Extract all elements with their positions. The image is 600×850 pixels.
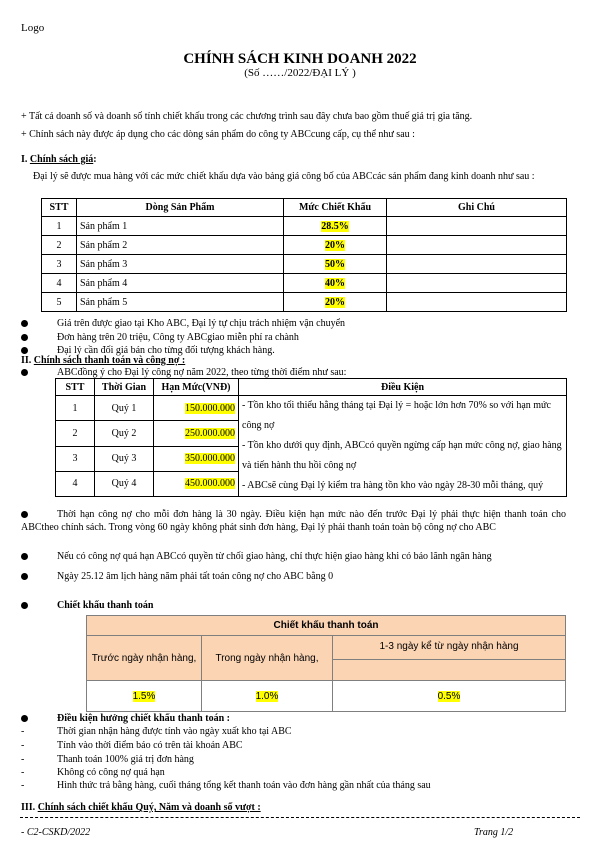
dash-marker: - <box>21 726 25 737</box>
condition-item-1: Thời gian nhận hàng được tính vào ngày xuất kho tại ABC <box>57 726 292 737</box>
logo-text: Logo <box>21 22 45 34</box>
row-discount: 20% <box>325 239 345 251</box>
row-limit: 450.000.000 <box>185 478 235 490</box>
credit-note-3: Ngày 25.12 âm lịch hàng năm phải tất toán công nợ cho ABC bằng 0 <box>57 571 334 582</box>
value-before-cell <box>87 681 202 712</box>
row-stt: 3 <box>56 446 95 471</box>
table-row <box>42 236 567 255</box>
conditions-heading: Điều kiện hưởng chiết khấu thanh toán : <box>57 713 230 724</box>
row-limit: 250.000.000 <box>185 427 235 439</box>
condition-item-4: Không có công nợ quá hạn <box>57 767 165 778</box>
row-product: Sản phẩm 5 <box>77 293 284 312</box>
table-row <box>42 274 567 293</box>
row-stt: 5 <box>42 293 77 312</box>
payment-discount-title-row <box>87 616 566 636</box>
row-product: Sản phẩm 4 <box>77 274 284 293</box>
row-limit: 350.000.000 <box>185 453 235 465</box>
payment-discount-heading: Chiết khấu thanh toán <box>57 600 154 611</box>
row-stt: 2 <box>42 236 77 255</box>
bullet-icon <box>21 553 28 560</box>
dash-marker: - <box>21 767 25 778</box>
dash-marker: - <box>21 754 25 765</box>
row-discount-cell <box>284 274 387 293</box>
row-stt: 1 <box>56 396 95 421</box>
table-row <box>87 681 566 712</box>
bullet-icon <box>21 715 28 722</box>
section-2-number: II. <box>21 355 32 366</box>
payment-discount-table-title: Chiết khấu thanh toán <box>87 616 566 636</box>
row-stt: 3 <box>42 255 77 274</box>
credit-table-header <box>56 379 567 396</box>
section-1-heading <box>21 153 97 166</box>
row-stt: 1 <box>42 217 77 236</box>
col-period: Thời Gian <box>95 379 154 396</box>
value-before: 1.5% <box>132 690 156 702</box>
row-discount-cell <box>284 217 387 236</box>
condition-item-3: Thanh toán 100% giá trị đơn hàng <box>57 754 194 765</box>
credit-note-1: Thời hạn công nợ cho mỗi đơn hàng là 30 ngày. Điều kiện hạn mức nào đến trước Đại lý phải thực hiện thanh toán cho ABCtheo chính sách. Trong vòng 60 ngày không phát sinh đơn hàng, Đại lý phải thanh toán toàn bộ công nợ cho ABC <box>21 509 566 533</box>
value-after: 0.5% <box>437 690 461 702</box>
condition-1: - Tồn kho tối thiểu hằng tháng tại Đại lý = hoặc lớn hơn 70% so với hạn mức công nợ <box>242 400 551 431</box>
conditions-cell <box>239 396 567 497</box>
value-on-cell <box>202 681 333 712</box>
bullet-icon <box>21 347 28 354</box>
row-period: Quý 2 <box>95 421 154 446</box>
col-stt: STT <box>42 199 77 217</box>
dash-marker: - <box>21 740 25 751</box>
document-title: CHÍNH SÁCH KINH DOANH 2022 <box>183 51 417 67</box>
row-discount-cell <box>284 236 387 255</box>
row-discount: 40% <box>325 277 345 289</box>
row-period: Quý 4 <box>95 471 154 496</box>
section-1-description: Đại lý sẽ được mua hàng với các mức chiết khấu dựa vào bảng giá công bố của ABCcác sản phẩm đang kinh doanh như sau : <box>33 171 535 182</box>
bullet-icon <box>21 334 28 341</box>
row-limit-cell <box>154 446 239 471</box>
header-spacer <box>333 659 566 680</box>
price-note-1: Giá trên được giao tại Kho ABC, Đại lý tự chịu trách nhiệm vận chuyển <box>57 318 346 329</box>
price-note-3: Đại lý cần đối giá bán cho từng đối tượng khách hàng. <box>57 345 275 356</box>
intro-line-2: + Chính sách này được áp dụng cho các dòng sản phẩm do công ty ABCcung cấp, cụ thể như sau : <box>21 129 415 140</box>
row-limit-cell <box>154 421 239 446</box>
row-period: Quý 3 <box>95 446 154 471</box>
condition-3: - ABCsẽ cùng Đại lý kiểm tra hàng tồn kho vào ngày 28-30 mỗi tháng, quý <box>242 480 544 491</box>
row-note <box>387 274 567 293</box>
section-3-title: Chính sách chiết khấu Quý, Năm và doanh số vượt : <box>37 802 261 813</box>
condition-2: - Tồn kho dưới quy định, ABCcó quyền ngừng cấp hạn mức công nợ, giao hàng và tiến hành thu hồi công nợ <box>242 440 562 471</box>
row-discount-cell <box>284 293 387 312</box>
row-product: Sản phẩm 1 <box>77 217 284 236</box>
row-discount: 28.5% <box>321 220 349 232</box>
row-stt: 4 <box>42 274 77 293</box>
bullet-icon <box>21 573 28 580</box>
value-on: 1.0% <box>255 690 279 702</box>
price-table <box>41 198 567 312</box>
table-row <box>42 293 567 312</box>
section-2-lead: ABCđồng ý cho Đại lý công nợ năm 2022, theo từng thời điểm như sau: <box>57 367 347 378</box>
row-product: Sản phẩm 2 <box>77 236 284 255</box>
col-discount: Mức Chiết Khấu <box>284 199 387 217</box>
dash-marker: - <box>21 780 25 791</box>
row-discount: 20% <box>325 296 345 308</box>
section-1-title: Chính sách giá <box>29 154 94 165</box>
condition-item-5: Hình thức trả bằng hàng, cuối tháng tổng kết thanh toán vào đơn hàng gần nhất của tháng sau <box>57 780 431 791</box>
row-limit: 150.000.000 <box>185 402 235 414</box>
bullet-icon <box>21 320 28 327</box>
table-row <box>56 396 567 421</box>
credit-table <box>55 378 567 497</box>
section-1-number: I. <box>21 154 28 165</box>
section-1-colon: : <box>93 154 97 165</box>
section-3-number: III. <box>21 802 36 813</box>
payment-discount-header-row <box>87 636 566 660</box>
footer-divider <box>20 817 580 818</box>
col-on-delivery: Trong ngày nhận hàng, <box>202 636 333 681</box>
value-after-cell <box>333 681 566 712</box>
footer-page: Trang 1/2 <box>474 827 514 838</box>
price-note-2: Đơn hàng trên 20 triệu, Công ty ABCgiao miễn phí ra chành <box>57 332 299 343</box>
document-subtitle: (Số ……/2022/ĐẠI LÝ ) <box>244 67 356 79</box>
table-row <box>42 255 567 274</box>
col-limit: Hạn Mức(VNĐ) <box>154 379 239 396</box>
col-after-delivery: 1-3 ngày kể từ ngày nhận hàng <box>333 636 566 660</box>
row-note <box>387 255 567 274</box>
bullet-icon <box>21 602 28 609</box>
row-note <box>387 217 567 236</box>
footer-code: - C2-CSKD/2022 <box>21 827 91 838</box>
payment-discount-table <box>86 615 566 712</box>
col-stt: STT <box>56 379 95 396</box>
row-product: Sản phẩm 3 <box>77 255 284 274</box>
row-discount-cell <box>284 255 387 274</box>
price-table-header <box>42 199 567 217</box>
col-before-delivery: Trước ngày nhận hàng, <box>87 636 202 681</box>
col-conditions: Điều Kiện <box>239 379 567 396</box>
row-stt: 4 <box>56 471 95 496</box>
row-stt: 2 <box>56 421 95 446</box>
col-product: Dòng Sản Phẩm <box>77 199 284 217</box>
row-limit-cell <box>154 396 239 421</box>
row-discount: 50% <box>325 258 345 270</box>
section-3-heading <box>21 801 261 814</box>
credit-note-2: Nếu có công nợ quá hạn ABCcó quyền từ chối giao hàng, chỉ thực hiện giao hàng khi có bảo lãnh ngân hàng <box>57 551 492 562</box>
row-note <box>387 293 567 312</box>
section-2-title: Chính sách thanh toán và công nợ : <box>33 355 186 366</box>
col-note: Ghi Chú <box>387 199 567 217</box>
row-limit-cell <box>154 471 239 496</box>
row-period: Quý 1 <box>95 396 154 421</box>
bullet-icon <box>21 369 28 376</box>
table-row <box>42 217 567 236</box>
row-note <box>387 236 567 255</box>
intro-line-1: + Tất cả doanh số và doanh số tính chiết khấu trong các chương trình sau đây chưa bao gồm thuế giá trị gia tăng. <box>21 111 473 122</box>
condition-item-2: Tính vào thời điểm báo có trên tài khoản ABC <box>57 740 243 751</box>
